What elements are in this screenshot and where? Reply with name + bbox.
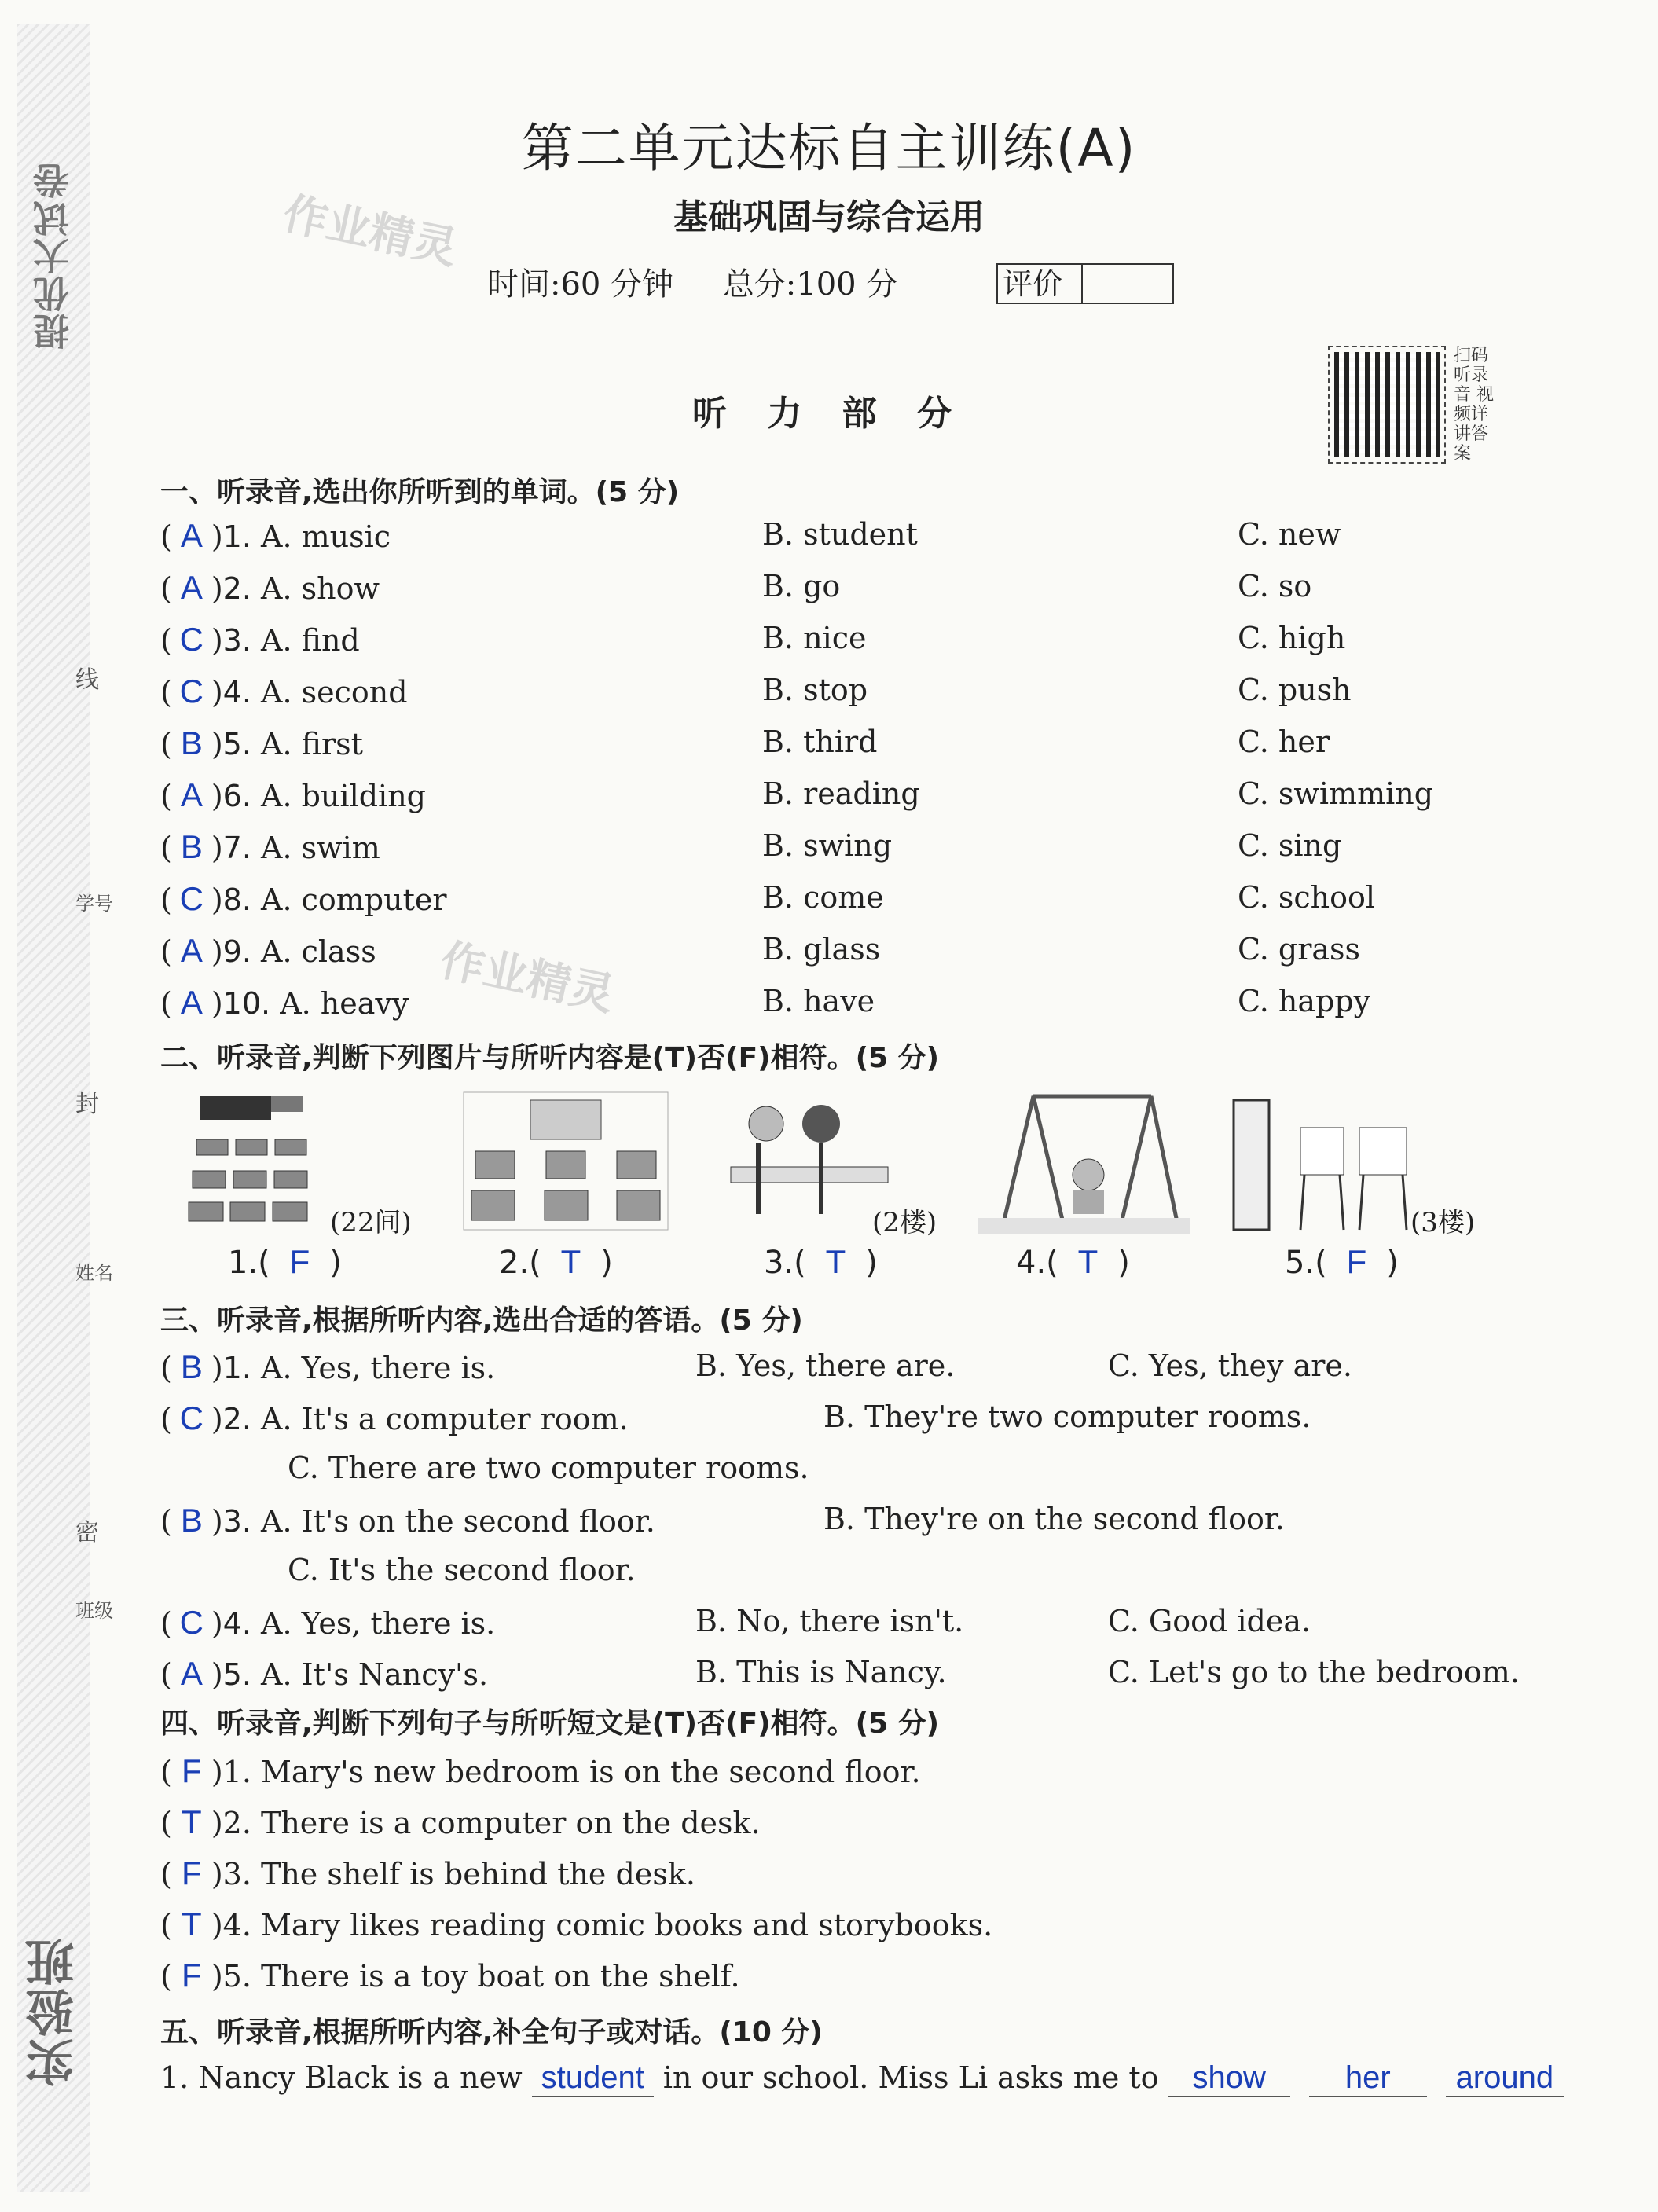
picture-number: 3. [764, 1245, 794, 1281]
item-number: 1. [222, 519, 251, 554]
answer-choice[interactable]: F [182, 1854, 202, 1891]
margin-name-label: 姓名 [75, 1262, 113, 1284]
option-a: A. Yes, there is. [261, 1351, 496, 1385]
answer-choice[interactable]: T [560, 1243, 581, 1280]
margin-seal-label: 封 [75, 1091, 99, 1118]
answer-choice[interactable]: C [179, 621, 204, 658]
part3-row [160, 1502, 655, 1539]
blank-student[interactable]: student [532, 2060, 654, 2097]
margin-mi-label: 密 [75, 1519, 99, 1546]
brand-top-logo: 提优大试卷 [32, 161, 75, 350]
item-number: 3. [222, 1504, 251, 1539]
item-number: 2. [222, 571, 251, 606]
answer-choice[interactable]: B [180, 828, 203, 865]
option-a: A. music [261, 519, 391, 554]
statement-text: 3. The shelf is behind the desk. [222, 1857, 695, 1891]
paren-close: ) [211, 1657, 223, 1692]
option-a: A. It's a computer room. [261, 1402, 629, 1436]
answer-choice[interactable]: A [180, 517, 203, 554]
option-b: B. student [762, 517, 918, 552]
item-number: 4. [222, 1606, 251, 1641]
paren-close: ) [211, 1504, 223, 1539]
part1-heading: 一、听录音,选出你所听到的单词。(5 分) [160, 476, 680, 508]
option-b: B. reading [762, 776, 920, 811]
answer-choice[interactable]: T [182, 1906, 202, 1942]
listening-section-title: 听 力 部 分 [692, 394, 966, 434]
part1-row [160, 984, 409, 1022]
answer-choice[interactable]: A [180, 776, 203, 813]
option-a: A. swim [261, 831, 380, 865]
item-number: 6. [222, 779, 251, 813]
option-c: C. school [1238, 880, 1376, 915]
option-a: A. computer [261, 882, 447, 917]
paren-close: ) [211, 1351, 223, 1385]
paren-close: ) [211, 1755, 223, 1789]
picture-answer: 5.( F ) [1285, 1243, 1399, 1281]
evaluation-box [996, 263, 1174, 304]
option-b: B. have [762, 984, 875, 1018]
paren-close: ) [211, 623, 223, 658]
answer-choice[interactable]: B [180, 1348, 203, 1385]
part1-row [160, 673, 408, 710]
evaluation-field [1083, 265, 1172, 303]
answer-choice[interactable]: A [180, 1655, 203, 1692]
computer-room-picture-icon [460, 1088, 672, 1234]
table-tennis-picture-icon [727, 1096, 892, 1234]
option-b: B. This is Nancy. [695, 1655, 947, 1689]
item-number: 2. [222, 1402, 251, 1436]
paren-open: ( [160, 623, 172, 658]
part3-heading: 三、听录音,根据所听内容,选出合适的答语。(5 分) [160, 1304, 803, 1337]
part1-row [160, 621, 360, 658]
answer-choice[interactable]: T [825, 1243, 846, 1280]
classroom-picture-icon [185, 1092, 342, 1234]
item-number: 10. [222, 986, 271, 1021]
paren-close: ) [211, 1857, 223, 1891]
watermark-1: 作业精灵 [278, 188, 462, 275]
picture-caption: (3楼) [1410, 1207, 1476, 1238]
part1-row [160, 776, 426, 814]
paren-close: ) [211, 1806, 223, 1840]
statement-text: 2. There is a computer on the desk. [222, 1806, 761, 1840]
paren-open: ( [160, 1402, 172, 1436]
part1-row [160, 517, 391, 555]
paren-close: ) [211, 1908, 223, 1942]
option-a: A. second [261, 675, 408, 710]
answer-choice[interactable]: T [182, 1803, 202, 1840]
option-b: B. swing [762, 828, 893, 863]
blank-around[interactable]: around [1446, 2060, 1564, 2097]
blank-her[interactable]: her [1309, 2060, 1427, 2097]
statement-text: 5. There is a toy boat on the shelf. [222, 1959, 740, 1994]
picture-answer: 1.( F ) [228, 1243, 342, 1281]
option-b: B. They're on the second floor. [823, 1502, 1285, 1536]
qr-caption: 扫码听录音 视频详讲答案 [1454, 346, 1494, 464]
page-title: 第二单元达标自主训练(A) [521, 118, 1137, 178]
answer-choice[interactable]: A [180, 569, 203, 606]
answer-choice[interactable]: C [179, 673, 204, 710]
option-c: C. swimming [1238, 776, 1434, 811]
paren-close: ) [211, 519, 223, 554]
brand-bottom-logo: 实验班 [24, 1936, 83, 2087]
option-a: A. It's Nancy's. [261, 1657, 489, 1692]
option-c: C. her [1238, 724, 1330, 759]
part4-heading: 四、听录音,判断下列句子与所听短文是(T)否(F)相符。(5 分) [160, 1708, 940, 1740]
evaluation-label: 评价 [998, 265, 1083, 303]
answer-choice[interactable]: A [180, 932, 203, 969]
paren-open: ( [160, 571, 172, 606]
paren-close: ) [211, 986, 223, 1021]
part1-row [160, 932, 376, 970]
item-number: 3. [222, 623, 251, 658]
paren-open: ( [160, 779, 172, 813]
picture-answer: 3.( T ) [764, 1243, 878, 1281]
part4-row [160, 1803, 761, 1841]
swing-picture-icon [978, 1088, 1190, 1234]
option-b: B. They're two computer rooms. [823, 1399, 1311, 1434]
part5-text-a: 1. Nancy Black is a new [160, 2060, 523, 2095]
paren-open: ( [160, 519, 172, 554]
option-c: C. Good idea. [1108, 1604, 1311, 1638]
picture-number: 4. [1016, 1245, 1047, 1281]
option-c: C. grass [1238, 932, 1361, 967]
paren-close: ) [211, 571, 223, 606]
answer-choice[interactable]: T [1077, 1243, 1099, 1280]
paren-open: ( [160, 831, 172, 865]
paren-open: ( [160, 1908, 172, 1942]
part4-row [160, 1906, 992, 1943]
paren-open: ( [160, 986, 172, 1021]
option-a: A. heavy [280, 986, 409, 1021]
page-subtitle: 基础巩固与综合运用 [673, 197, 985, 237]
part1-row [160, 828, 380, 866]
answer-choice[interactable]: C [179, 1604, 204, 1641]
picture-number: 2. [499, 1245, 530, 1281]
watermark-2: 作业精灵 [435, 934, 619, 1022]
item-number: 8. [222, 882, 251, 917]
time-limit: 时间:60 分钟 [487, 266, 674, 303]
paren-open: ( [160, 1857, 172, 1891]
option-c: C. Let's go to the bedroom. [1108, 1655, 1520, 1689]
paren-close: ) [211, 675, 223, 710]
paren-open: ( [160, 882, 172, 917]
art-room-picture-icon [1230, 1096, 1410, 1234]
part5-heading: 五、听录音,根据所听内容,补全句子或对话。(10 分) [160, 2016, 823, 2049]
option-a: A. It's on the second floor. [261, 1504, 655, 1539]
paren-open: ( [160, 727, 172, 761]
part4-row [160, 1752, 921, 1790]
item-number: 4. [222, 675, 251, 710]
option-c: C. high [1238, 621, 1346, 655]
item-number: 5. [222, 1657, 251, 1692]
picture-answer: 2.( T ) [499, 1243, 613, 1281]
paren-close: ) [211, 882, 223, 917]
paren-open: ( [160, 1606, 172, 1641]
margin-line-label: 线 [75, 666, 99, 694]
option-b: B. No, there isn't. [695, 1604, 964, 1638]
blank-show[interactable]: show [1168, 2060, 1290, 2097]
option-b: B. come [762, 880, 884, 915]
part5-text-b: in our school. Miss Li asks me to [662, 2060, 1159, 2095]
option-a: A. class [261, 934, 376, 969]
option-a: A. building [261, 779, 426, 813]
paren-open: ( [160, 675, 172, 710]
part3-row [160, 1604, 495, 1642]
paren-open: ( [160, 1504, 172, 1539]
answer-choice[interactable]: A [180, 984, 203, 1021]
paren-close: ) [211, 1606, 223, 1641]
option-a: A. Yes, there is. [261, 1606, 496, 1641]
answer-choice[interactable]: F [182, 1752, 202, 1789]
paren-close: ) [211, 831, 223, 865]
picture-caption: (22间) [330, 1207, 412, 1238]
option-a: A. show [261, 571, 380, 606]
item-number: 5. [222, 727, 251, 761]
option-c: C. so [1238, 569, 1312, 603]
option-b: B. glass [762, 932, 881, 967]
paren-open: ( [160, 1351, 172, 1385]
paren-open: ( [160, 1959, 172, 1994]
part1-row [160, 880, 447, 918]
option-b: B. Yes, there are. [695, 1348, 956, 1383]
picture-answer: 4.( T ) [1016, 1243, 1130, 1281]
option-b: B. stop [762, 673, 868, 707]
item-number: 9. [222, 934, 251, 969]
answer-choice[interactable]: B [180, 724, 203, 761]
option-c: C. It's the second floor. [288, 1553, 636, 1587]
answer-choice[interactable]: C [179, 1399, 204, 1436]
margin-class-label: 班级 [75, 1600, 113, 1622]
paren-close: ) [211, 1402, 223, 1436]
option-b: B. nice [762, 621, 867, 655]
statement-text: 4. Mary likes reading comic books and storybooks. [222, 1908, 993, 1942]
answer-choice[interactable]: B [180, 1502, 203, 1539]
part4-row [160, 1957, 740, 1994]
paren-open: ( [160, 1657, 172, 1692]
answer-choice[interactable]: C [179, 880, 204, 917]
statement-text: 1. Mary's new bedroom is on the second floor. [222, 1755, 921, 1789]
paren-close: ) [211, 1959, 223, 1994]
option-c: C. new [1238, 517, 1341, 552]
picture-caption: (2楼) [872, 1207, 937, 1238]
item-number: 7. [222, 831, 251, 865]
paren-open: ( [160, 934, 172, 969]
part1-row [160, 569, 380, 607]
option-b: B. go [762, 569, 841, 603]
option-c: C. push [1238, 673, 1352, 707]
total-score: 总分:100 分 [722, 266, 898, 303]
margin-number-label: 学号 [75, 893, 113, 915]
paren-open: ( [160, 1806, 172, 1840]
part3-row [160, 1399, 629, 1437]
paren-close: ) [211, 934, 223, 969]
answer-choice[interactable]: F [182, 1957, 202, 1994]
option-a: A. find [261, 623, 360, 658]
part5-line1 [160, 2060, 1564, 2097]
picture-number: 1. [228, 1245, 259, 1281]
option-c: C. sing [1238, 828, 1342, 863]
paren-close: ) [211, 727, 223, 761]
item-number: 1. [222, 1351, 251, 1385]
part2-heading: 二、听录音,判断下列图片与所听内容是(T)否(F)相符。(5 分) [160, 1042, 940, 1074]
option-c: C. There are two computer rooms. [288, 1451, 809, 1485]
answer-choice[interactable]: F [1346, 1243, 1367, 1280]
option-b: B. third [762, 724, 878, 759]
picture-number: 5. [1285, 1245, 1315, 1281]
paren-close: ) [211, 779, 223, 813]
part4-row [160, 1854, 695, 1892]
part3-row [160, 1655, 488, 1693]
part1-row [160, 724, 363, 762]
part3-row [160, 1348, 495, 1386]
option-c: C. Yes, they are. [1108, 1348, 1352, 1383]
exam-meta [487, 259, 937, 304]
option-a: A. first [261, 727, 363, 761]
answer-choice[interactable]: F [289, 1243, 310, 1280]
paren-open: ( [160, 1755, 172, 1789]
option-c: C. happy [1238, 984, 1371, 1018]
